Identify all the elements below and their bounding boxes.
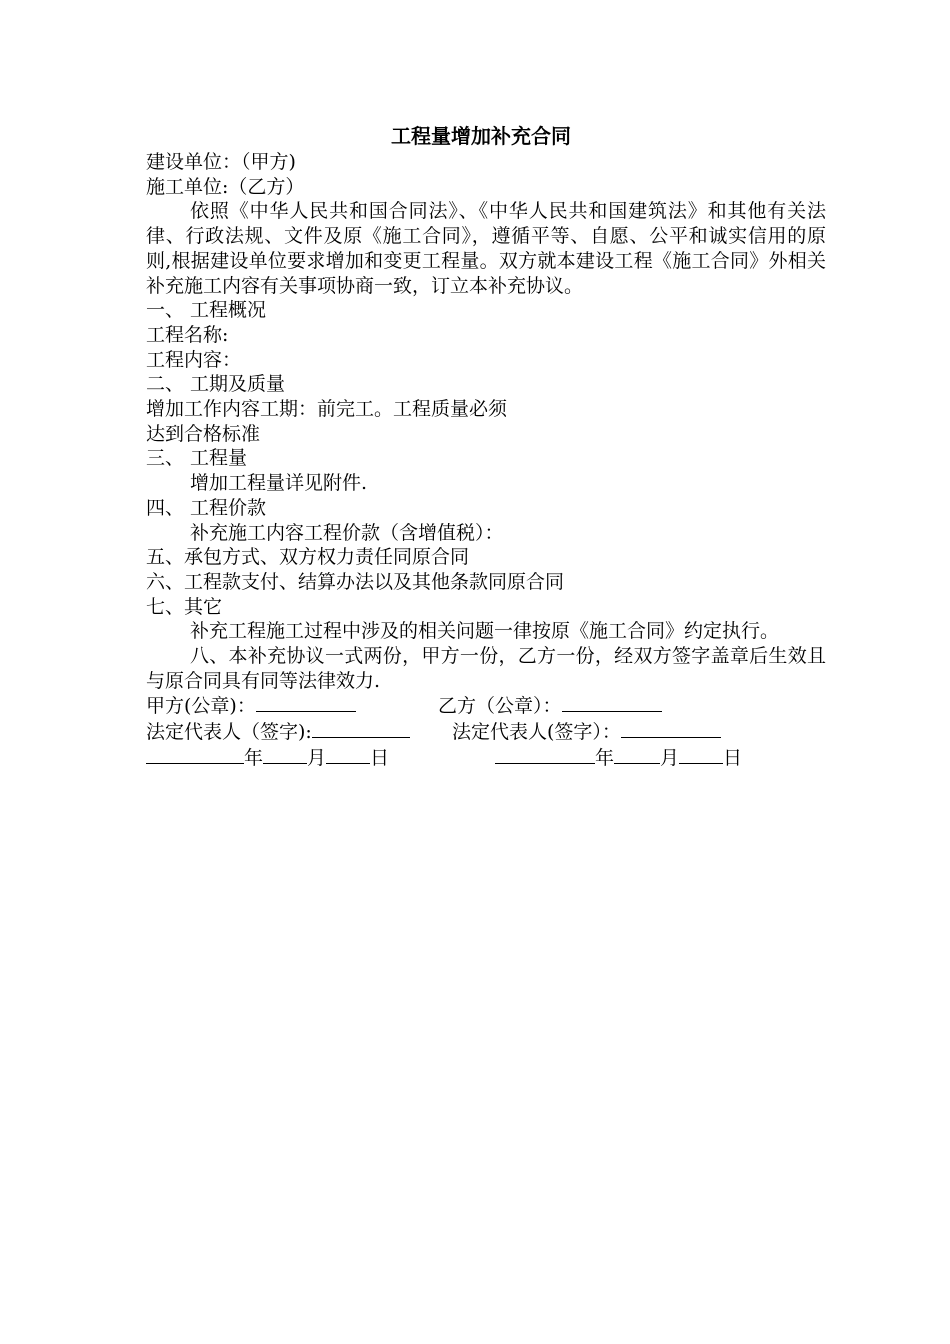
contract-page <box>146 123 826 771</box>
section-3-heading: 三、 工程量 <box>146 447 248 470</box>
party-a-seal <box>146 693 438 719</box>
party-b-day-blank <box>679 745 723 764</box>
party-a-year-label: 年 <box>244 746 264 769</box>
project-content-field: 工程内容： <box>146 348 242 371</box>
party-a-seal-blank <box>256 693 356 712</box>
party-b-month-label: 月 <box>660 746 680 769</box>
party-b-seal-blank <box>562 693 662 712</box>
date-row <box>146 745 826 771</box>
party-b-seal-label: 乙方（公章）： <box>438 695 562 718</box>
seal-row <box>146 693 826 719</box>
section-3-body: 增加工程量详见附件. <box>190 472 368 495</box>
section-5-line: 五、承包方式、双方权力责任同原合同 <box>146 546 470 569</box>
party-a-line: 建设单位：（甲方) <box>146 151 296 173</box>
party-a-month-label: 月 <box>307 746 327 769</box>
party-a-rep-label: 法定代表人（签字): <box>146 721 312 744</box>
party-a-day-blank <box>326 745 370 764</box>
representative-row <box>146 719 826 745</box>
party-b-rep <box>452 719 721 745</box>
section-6-line: 六、工程款支付、结算办法以及其他条款同原合同 <box>146 570 565 593</box>
party-a-seal-label: 甲方(公章)： <box>146 695 256 718</box>
document-title: 工程量增加补充合同 <box>391 124 571 148</box>
section-4-body: 补充施工内容工程价款（含增值税）： <box>190 521 504 544</box>
section-7-heading: 七、其它 <box>146 595 223 618</box>
party-a-month-blank <box>263 745 307 764</box>
party-b-seal <box>438 693 662 719</box>
party-b-rep-blank <box>621 719 721 738</box>
party-a-date <box>146 745 495 771</box>
party-b-date <box>495 745 742 771</box>
section-4-heading: 四、 工程价款 <box>146 496 267 519</box>
section-2-heading: 二、 工期及质量 <box>146 373 286 396</box>
project-name-field: 工程名称: <box>146 323 229 346</box>
party-a-rep-blank <box>312 719 410 738</box>
party-b-year-blank <box>495 745 595 764</box>
party-b-line: 施工单位:（乙方） <box>146 175 305 198</box>
section-2-line-2: 达到合格标准 <box>146 422 261 445</box>
party-b-month-blank <box>614 745 660 764</box>
party-a-rep <box>146 719 452 745</box>
party-a-year-blank <box>146 745 244 764</box>
party-b-day-label: 日 <box>723 746 743 769</box>
section-1-heading: 一、 工程概况 <box>146 299 267 322</box>
intro-paragraph: 依照《中华人民共和国合同法》、《中华人民共和国建筑法》和其他有关法律、行政法规、文件及原《施工合同》，遵循平等、自愿、公平和诚实信用的原则,根据建设单位要求增加和变更工程量。双方就本建设工程《施工合同》外相关补充施工内容有关事项协商一致，订立本补充协议。 <box>146 200 826 297</box>
party-a-day-label: 日 <box>370 746 390 769</box>
section-7-body: 补充工程施工过程中涉及的相关问题一律按原《施工合同》约定执行。 <box>190 620 780 643</box>
party-b-rep-label: 法定代表人(签字）： <box>452 721 621 744</box>
party-b-year-label: 年 <box>595 746 615 769</box>
section-8-body: 八、本补充协议一式两份，甲方一份，乙方一份，经双方签字盖章后生效且与原合同具有同等法律效力. <box>146 645 826 692</box>
section-2-line-1: 增加工作内容工期：前完工。工程质量必须 <box>146 398 508 421</box>
